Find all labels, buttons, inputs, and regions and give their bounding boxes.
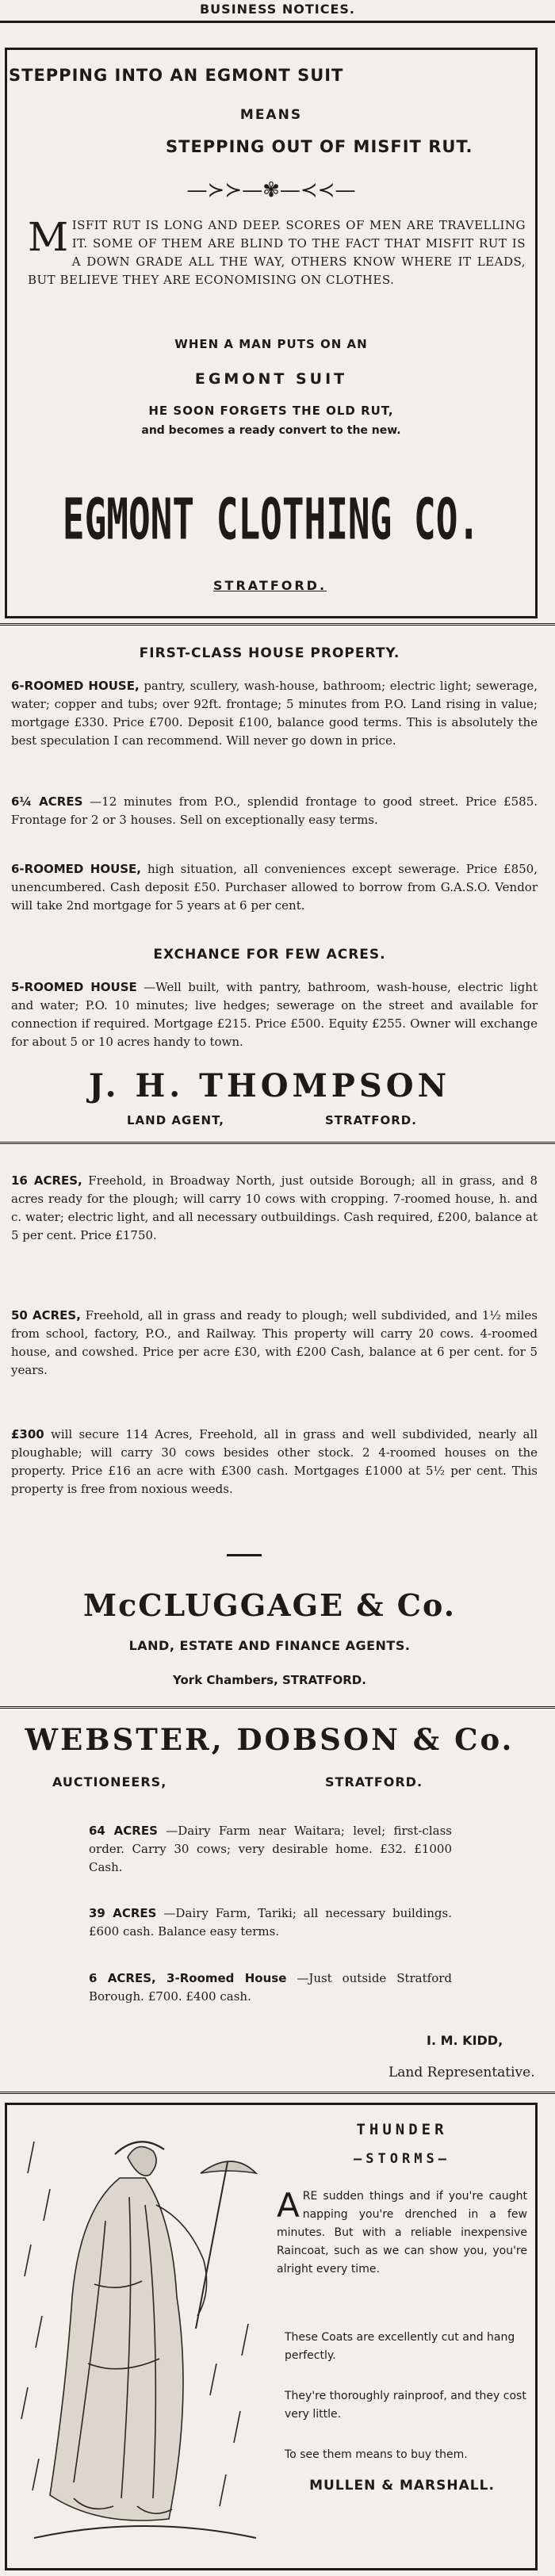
egmont-body [28, 216, 526, 289]
egmont-headline-1: STEPPING INTO AN EGMONT SUIT [9, 66, 344, 85]
mullen-body-1 [277, 2187, 527, 2279]
mullen-heading-2: —STORMS— [354, 2151, 450, 2167]
thompson-exchange-heading: EXCHANCE FOR FEW ACRES. [153, 947, 386, 963]
listing-text: will secure 114 Acres, Freehold, all in grass and well subdivided, nearly all ploughable; will carry 30 cows besides other stock. 2 4-roomed houses on the property. Price £16 an acre with £300 cash. Mortgages £1000 at 5½ per cent. This property is free from noxious weeds. [11, 1427, 538, 1496]
section-title: BUSINESS NOTICES. [199, 2, 355, 17]
mccluggage-subtitle: LAND, ESTATE AND FINANCE AGENTS. [128, 1638, 411, 1653]
thompson-heading: FIRST-CLASS HOUSE PROPERTY. [139, 645, 400, 661]
mccluggage-firm: McCLUGGAGE & Co. [83, 1587, 456, 1623]
listing-text: Freehold, all in grass and ready to plough; well subdivided, and 1½ miles from school, factory, P.O., and Railway. This property will carry 20 cows. 4-roomed house, and cowshed. Price per acre £30, with £200 Cash, balance at 6 per cent. for 5 years. [11, 1308, 538, 1377]
listing-text: high situation, all conveniences except sewerage. Price £850, unencumbered. Cash deposit £50. Purchaser allowed to borrow from G.A.S.O. Vendor will take 2nd mortgage for 5 years at 6 per cent. [11, 862, 538, 913]
mullen-firm: MULLEN & MARSHALL. [309, 2478, 495, 2494]
thompson-listing-4 [11, 978, 538, 1051]
listing-lead: 39 ACRES [89, 1906, 157, 1920]
listing-lead: 6-ROOMED HOUSE, [11, 679, 140, 693]
mullen-heading-1: THUNDER [356, 2121, 448, 2138]
mullen-ad [5, 2103, 538, 2570]
webster-role: AUCTIONEERS, [52, 1774, 167, 1789]
mccluggage-address: York Chambers, STRATFORD. [173, 1673, 366, 1687]
listing-text: —Just outside Stratford Borough. £700. £400 cash. [89, 1971, 452, 2004]
section-rule [0, 21, 555, 23]
mullen-body-3: They're thoroughly rainproof, and they cost very little. [285, 2390, 526, 2421]
egmont-suit: EGMONT SUIT [194, 370, 348, 388]
listing-lead: 50 ACRES, [11, 1308, 81, 1322]
listing-text: —Dairy Farm near Waitara; level; first-class order. Carry 30 cows; very desirable home. £32. £1000 Cash. [89, 1824, 452, 1874]
listing-text: pantry, scullery, wash-house, bathroom; electric light; sewerage, water; copper and tubs; over 92ft. frontage; 5 minutes from P.O. Land rising in value; mortgage £330. Price £700. Deposit £100, balance good terms. This is absolutely the best speculation I can recommend. Will never go down in price. [11, 679, 538, 748]
mccluggage-listing-1 [11, 1172, 538, 1245]
egmont-means: MEANS [239, 107, 303, 123]
divider-2 [0, 1142, 555, 1146]
mccluggage-listing-3 [11, 1426, 538, 1499]
egmont-headline-2: STEPPING OUT OF MISFIT RUT. [166, 137, 473, 156]
thompson-agent-town: STRATFORD. [325, 1113, 417, 1127]
mullen-body-1-text: RE sudden things and if you're caught napping you're drenched in a few minutes. But with a reliable inexpensive Raincoat, such as we can show you, you're alright every time. [277, 2190, 527, 2276]
mullen-body-2: These Coats are excellently cut and hang perfectly. [285, 2331, 515, 2362]
raincoat-figure-illustration [18, 2126, 264, 2562]
webster-rep-name: I. M. KIDD, [427, 2033, 503, 2048]
listing-text: Freehold, in Broadway North, just outside Borough; all in grass, and 8 acres ready for the plough; will carry 10 cows with cropping. 7-roomed house, h. and c. water; electric light, and all necessary outbuildings. Cash required, £200, balance at 5 per cent. Price £1750. [11, 1173, 538, 1242]
egmont-ad [5, 48, 538, 618]
listing-lead: 6¼ ACRES [11, 794, 83, 809]
thompson-agent-name: J. H. THOMPSON [88, 1067, 451, 1104]
egmont-firm-logo: EGMONT CLOTHING CO. [62, 486, 480, 553]
egmont-town: STRATFORD. [213, 578, 327, 593]
webster-listing-1 [89, 1822, 452, 1877]
webster-rep-title: Land Representative. [388, 2065, 535, 2080]
listing-text: —Dairy Farm, Tariki; all necessary buildings. £600 cash. Balance easy terms. [89, 1906, 452, 1939]
divider-1 [0, 623, 555, 628]
egmont-when: WHEN A MAN PUTS ON AN [174, 337, 368, 351]
egmont-forgets: HE SOON FORGETS THE OLD RUT, [148, 404, 394, 418]
webster-listing-3 [89, 1969, 452, 2006]
thompson-listing-3 [11, 860, 538, 915]
ornament-divider: —≻≻—✾—≺≺— [186, 178, 356, 202]
divider-4 [0, 2092, 555, 2096]
divider-3 [0, 1706, 555, 1711]
thompson-listing-1 [11, 677, 538, 750]
mullen-body-4: To see them means to buy them. [285, 2448, 468, 2461]
listing-lead: 6-ROOMED HOUSE, [11, 862, 141, 876]
thompson-agent-title: LAND AGENT, [127, 1113, 224, 1127]
listing-lead: 16 ACRES, [11, 1173, 82, 1188]
listing-text: —12 minutes from P.O., splendid frontage to good street. Price £585. Frontage for 2 or 3 houses. Sell on exceptionally easy terms. [11, 794, 538, 827]
webster-town: STRATFORD. [325, 1774, 423, 1789]
egmont-body-text: ISFIT RUT IS LONG AND DEEP. SCORES OF MEN ARE TRAVELLING IT. SOME OF THEM ARE BLIND TO THE FACT THAT MISFIT RUT IS A DOWN GRADE ALL THE WAY, OTHERS KNOW WHERE IT LEADS, BUT BELIEVE THEY ARE ECONOMISING ON CLOTHES. [28, 218, 526, 287]
mullen-drop-cap: A [277, 2186, 300, 2225]
webster-listing-2 [89, 1904, 452, 1941]
webster-firm: WEBSTER, DOBSON & Co. [25, 1722, 515, 1757]
listing-lead: 5-ROOMED HOUSE [11, 980, 137, 994]
egmont-convert: and becomes a ready convert to the new. [141, 424, 401, 437]
listing-lead: £300 [11, 1427, 44, 1441]
listing-lead: 6 ACRES, 3-Roomed House [89, 1971, 287, 1985]
thompson-listing-2 [11, 793, 538, 829]
mccluggage-short-rule [227, 1554, 262, 1556]
listing-text: —Well built, with pantry, bathroom, wash-house, electric light and water; P.O. 10 minutes; live hedges; sewerage on the street and available for connection if required. Mortgage £215. Price £500. Equity £255. Owner will exchange for about 5 or 10 acres handy to town. [11, 980, 538, 1049]
egmont-drop-cap: M [28, 214, 69, 260]
mccluggage-listing-2 [11, 1307, 538, 1380]
listing-lead: 64 ACRES [89, 1824, 158, 1838]
